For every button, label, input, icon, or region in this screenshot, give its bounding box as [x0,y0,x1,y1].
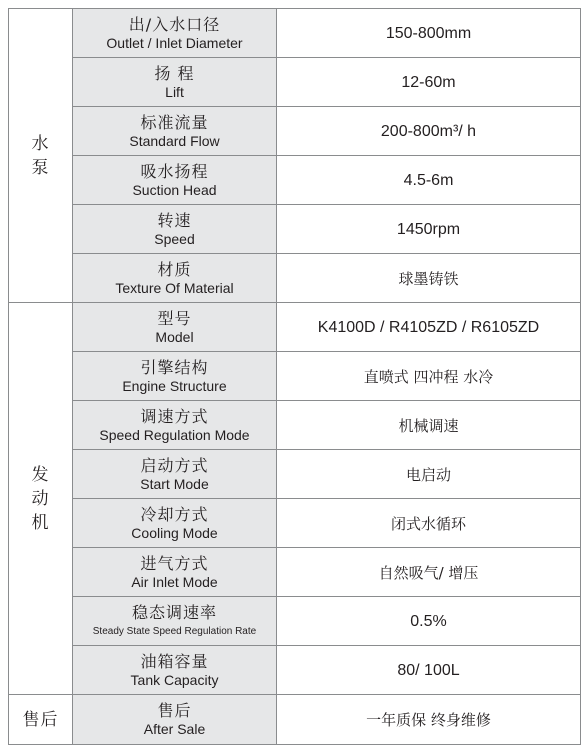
spec-row [9,401,581,450]
spec-value: 一年质保 终身维修 [366,711,491,729]
group-label-line: 售后 [22,709,59,730]
spec-value: 12-60m [401,74,456,91]
spec-value: 直喷式 四冲程 水冷 [363,367,494,386]
spec-label-zh: 冷却方式 [140,504,209,524]
spec-row [9,695,581,745]
spec-label-cell [73,401,277,450]
spec-value: 80/ 100L [397,662,460,679]
spec-label-en: Air Inlet Mode [131,573,218,590]
spec-value: 电启动 [405,465,451,484]
spec-row [9,499,581,548]
spec-row [9,548,581,597]
spec-value: 0.5% [410,613,447,630]
spec-row [9,254,581,303]
group-label-line: 动 [31,488,50,509]
spec-label-zh: 启动方式 [140,455,209,475]
spec-label-zh: 出/入水口径 [128,14,221,34]
spec-label-zh: 扬 程 [154,63,195,83]
spec-label-cell [73,597,277,646]
spec-label-en: Cooling Mode [131,524,218,541]
spec-value-cell [277,9,581,58]
spec-value: 1450rpm [396,221,461,238]
spec-label-cell [73,646,277,695]
spec-label-cell [73,695,277,745]
spec-label-cell [73,107,277,156]
group-label-line: 水 [31,133,50,154]
spec-value-cell [277,548,581,597]
spec-value: 4.5-6m [403,172,454,189]
spec-value-cell [277,597,581,646]
spec-label-en: Steady State Speed Regulation Rate [92,625,257,637]
spec-label-zh: 稳态调速率 [131,602,217,622]
spec-label-zh: 转速 [157,210,192,230]
spec-value-cell [277,156,581,205]
group-cell-after-sale [9,695,73,745]
spec-label-cell [73,450,277,499]
spec-label-zh: 型号 [157,308,192,328]
spec-value-cell [277,205,581,254]
spec-row [9,352,581,401]
spec-label-en: Speed Regulation Mode [99,426,250,443]
spec-label-zh: 吸水扬程 [140,161,209,181]
spec-label-cell [73,9,277,58]
group-cell-pump [9,9,73,303]
spec-value-cell [277,695,581,745]
spec-label-cell [73,548,277,597]
spec-label-cell [73,352,277,401]
spec-value: 球墨铸铁 [398,269,459,288]
spec-label-en: Lift [165,83,184,100]
spec-row [9,9,581,58]
spec-value-cell [277,303,581,352]
spec-label-cell [73,303,277,352]
spec-value-cell [277,107,581,156]
spec-label-zh: 材质 [157,259,192,279]
spec-value: 200-800m³/ h [380,123,477,140]
group-label-line: 泵 [31,157,50,178]
spec-label-en: Standard Flow [129,132,220,149]
spec-row [9,646,581,695]
spec-row [9,303,581,352]
spec-label-cell [73,254,277,303]
spec-value-cell [277,401,581,450]
spec-row [9,205,581,254]
spec-label-en: Outlet / Inlet Diameter [106,34,243,51]
spec-label-zh: 调速方式 [140,406,209,426]
spec-label-en: Tank Capacity [130,671,219,688]
spec-label-zh: 油箱容量 [140,651,209,671]
spec-value: 150-800mm [385,25,472,42]
spec-label-cell [73,499,277,548]
spec-row [9,58,581,107]
group-label-line: 机 [31,512,50,533]
spec-row [9,107,581,156]
spec-label-en: Model [155,328,194,345]
spec-label-en: After Sale [143,721,206,737]
spec-value-cell [277,254,581,303]
spec-value-cell [277,352,581,401]
spec-label-en: Suction Head [132,181,217,198]
spec-value-cell [277,58,581,107]
spec-row [9,450,581,499]
spec-label-en: Texture Of Material [115,279,234,296]
group-label-line: 发 [31,464,50,485]
spec-value: 闭式水循环 [390,514,466,533]
spec-row [9,156,581,205]
spec-label-cell [73,205,277,254]
spec-label-zh: 进气方式 [140,553,209,573]
spec-label-en: Speed [154,230,195,247]
spec-row [9,597,581,646]
spec-label-en: Engine Structure [122,377,227,394]
spec-sheet [8,8,580,744]
spec-value-cell [277,499,581,548]
spec-table [8,8,581,745]
spec-label-cell [73,58,277,107]
spec-value: K4100D / R4105ZD / R6105ZD [317,319,540,336]
spec-label-en: Start Mode [140,475,209,492]
spec-value-cell [277,646,581,695]
spec-value-cell [277,450,581,499]
group-cell-engine [9,303,73,695]
spec-label-zh: 售后 [157,701,192,720]
spec-label-cell [73,156,277,205]
spec-value: 机械调速 [398,416,459,435]
spec-label-zh: 引擎结构 [140,357,209,377]
spec-label-zh: 标准流量 [140,112,209,132]
spec-value: 自然吸气/ 增压 [378,563,479,582]
